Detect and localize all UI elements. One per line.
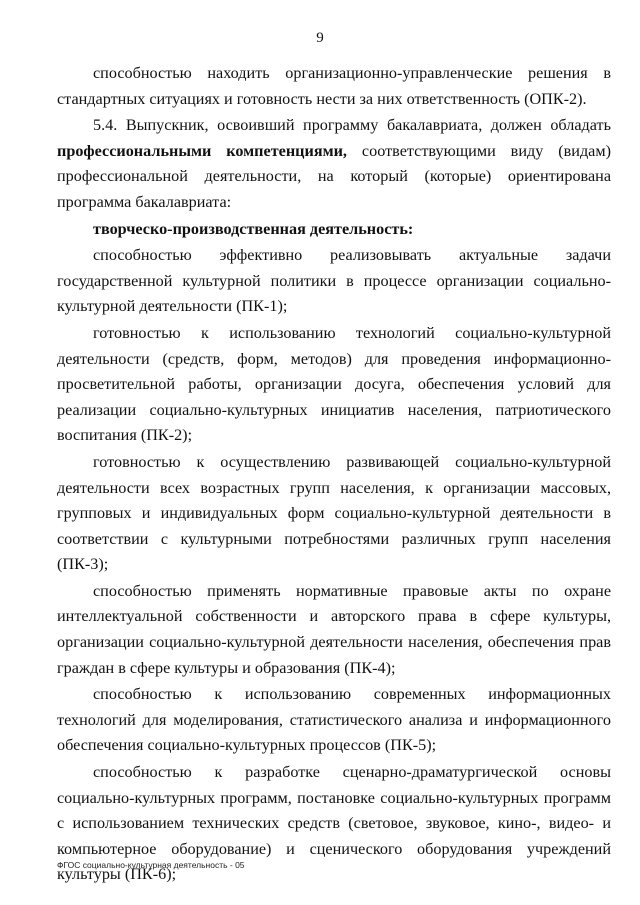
competency-pk2: готовностью к использованию технологий социально-культурной деятельности (средств, форм, методов) для проведения информационно-просветительной работы, организации досуга, обеспечения условий для реализации социально-культурных инициатив населения, патриотического воспитания (ПК-2); — [57, 323, 611, 445]
page-footer: ФГОС социально-культурная деятельность - 05 — [57, 860, 245, 870]
paragraph-opk2: способностью находить организационно-управленческие решения в стандартных ситуациях и готовность нести за них ответственность (ОПК-2). — [57, 64, 611, 108]
paragraph-section-5-4 — [57, 113, 611, 215]
section-intro-text: 5.4. Выпускник, освоивший программу бакалавриата, должен обладать — [93, 116, 611, 135]
document-body — [57, 61, 611, 888]
competency-pk3: готовностью к осуществлению развивающей социально-культурной деятельности всех возрастных групп населения, к организации массовых, групповых и индивидуальных форм социально-культурной деятельности в соответствии с культурными потребностями различных групп населения (ПК-3); — [57, 452, 611, 574]
competency-pk5: способностью к использованию современных информационных технологий для моделирования, статистического анализа и информационного обеспечения социально-культурных процессов (ПК-5); — [57, 685, 611, 755]
activity-type-heading: творческо-производственная деятельность: — [93, 219, 414, 238]
competency-pk1: способностью эффективно реализовывать актуальные задачи государственной культурной политики в процессе организации социально-культурной деятельности (ПК-1); — [57, 246, 611, 316]
professional-competencies-term: профессиональными компетенциями, — [57, 141, 347, 160]
competency-pk4: способностью применять нормативные правовые акты по охране интеллектуальной собственности и авторского права в сфере культуры, организации социально-культурной деятельности населения, обеспечения прав граждан в сфере культуры и образования (ПК-4); — [57, 581, 611, 677]
competency-pk6: способностью к разработке сценарно-драматургической основы социально-культурных программ, постановке социально-культурных программ с использованием технических средств (световое, звуковое, кино-, видео- и компьютерное оборудование) и сценического оборудования учреждений культуры (ПК-6); — [57, 763, 611, 884]
page-number: 9 — [316, 30, 324, 46]
section-intro-continuation: соответствующими виду (видам) профессиональной деятельности, на который (которые) ориентирована программа бакалавриата: — [57, 141, 612, 211]
